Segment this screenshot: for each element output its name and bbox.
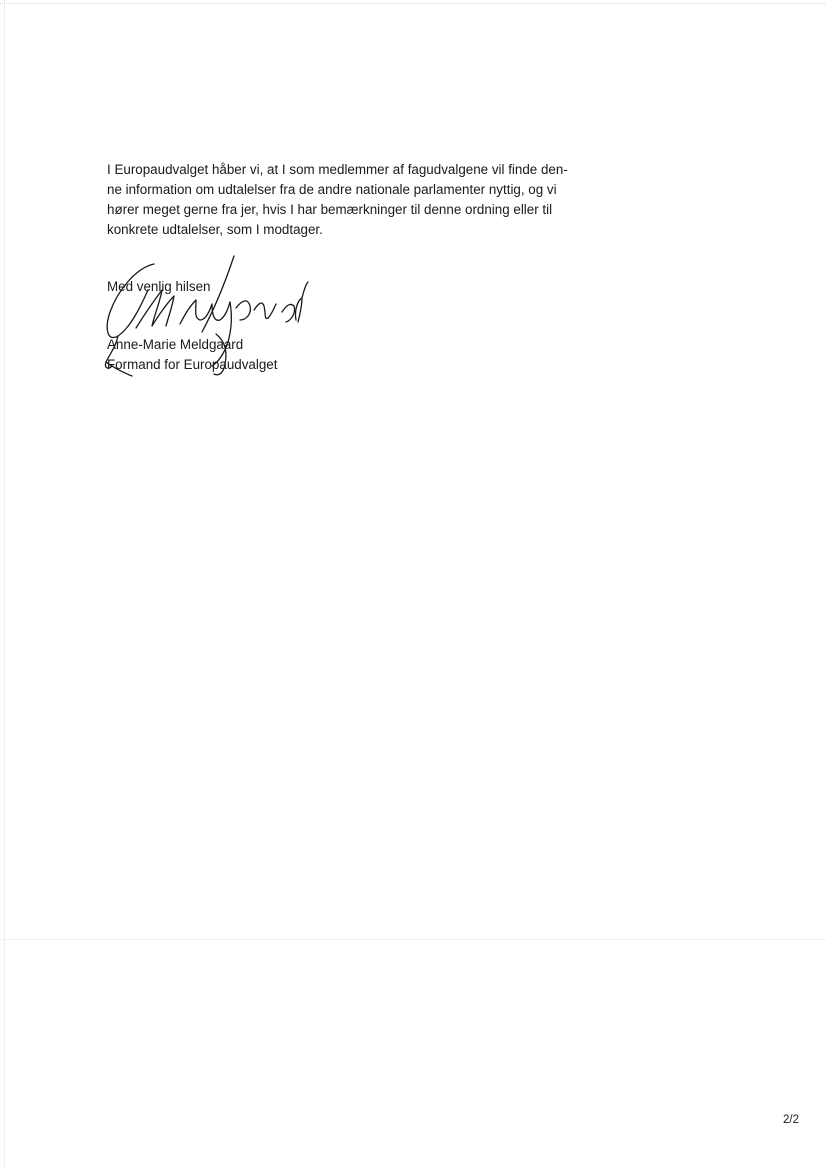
scan-edge-left [4,0,5,1168]
body-paragraph [107,160,607,240]
signer-title: Formand for Europaudvalget [107,357,278,372]
page-number: 2/2 [783,1114,799,1126]
paragraph-line: konkrete udtalelser, som I modtager. [107,222,323,237]
closing-salutation: Med venlig hilsen [107,279,211,294]
scan-edge-top [0,3,825,4]
paragraph-line: ne information om udtalelser fra de andre nationale parlamenter nyttig, og vi [107,182,557,197]
scan-rule [0,939,825,940]
signer-name: Anne-Marie Meldgaard [107,337,244,352]
paragraph-line: I Europaudvalget håber vi, at I som medlemmer af fagudvalgene vil finde den- [107,162,568,177]
handwritten-signature [96,250,316,380]
paragraph-line: hører meget gerne fra jer, hvis I har bemærkninger til denne ordning eller til [107,202,553,217]
